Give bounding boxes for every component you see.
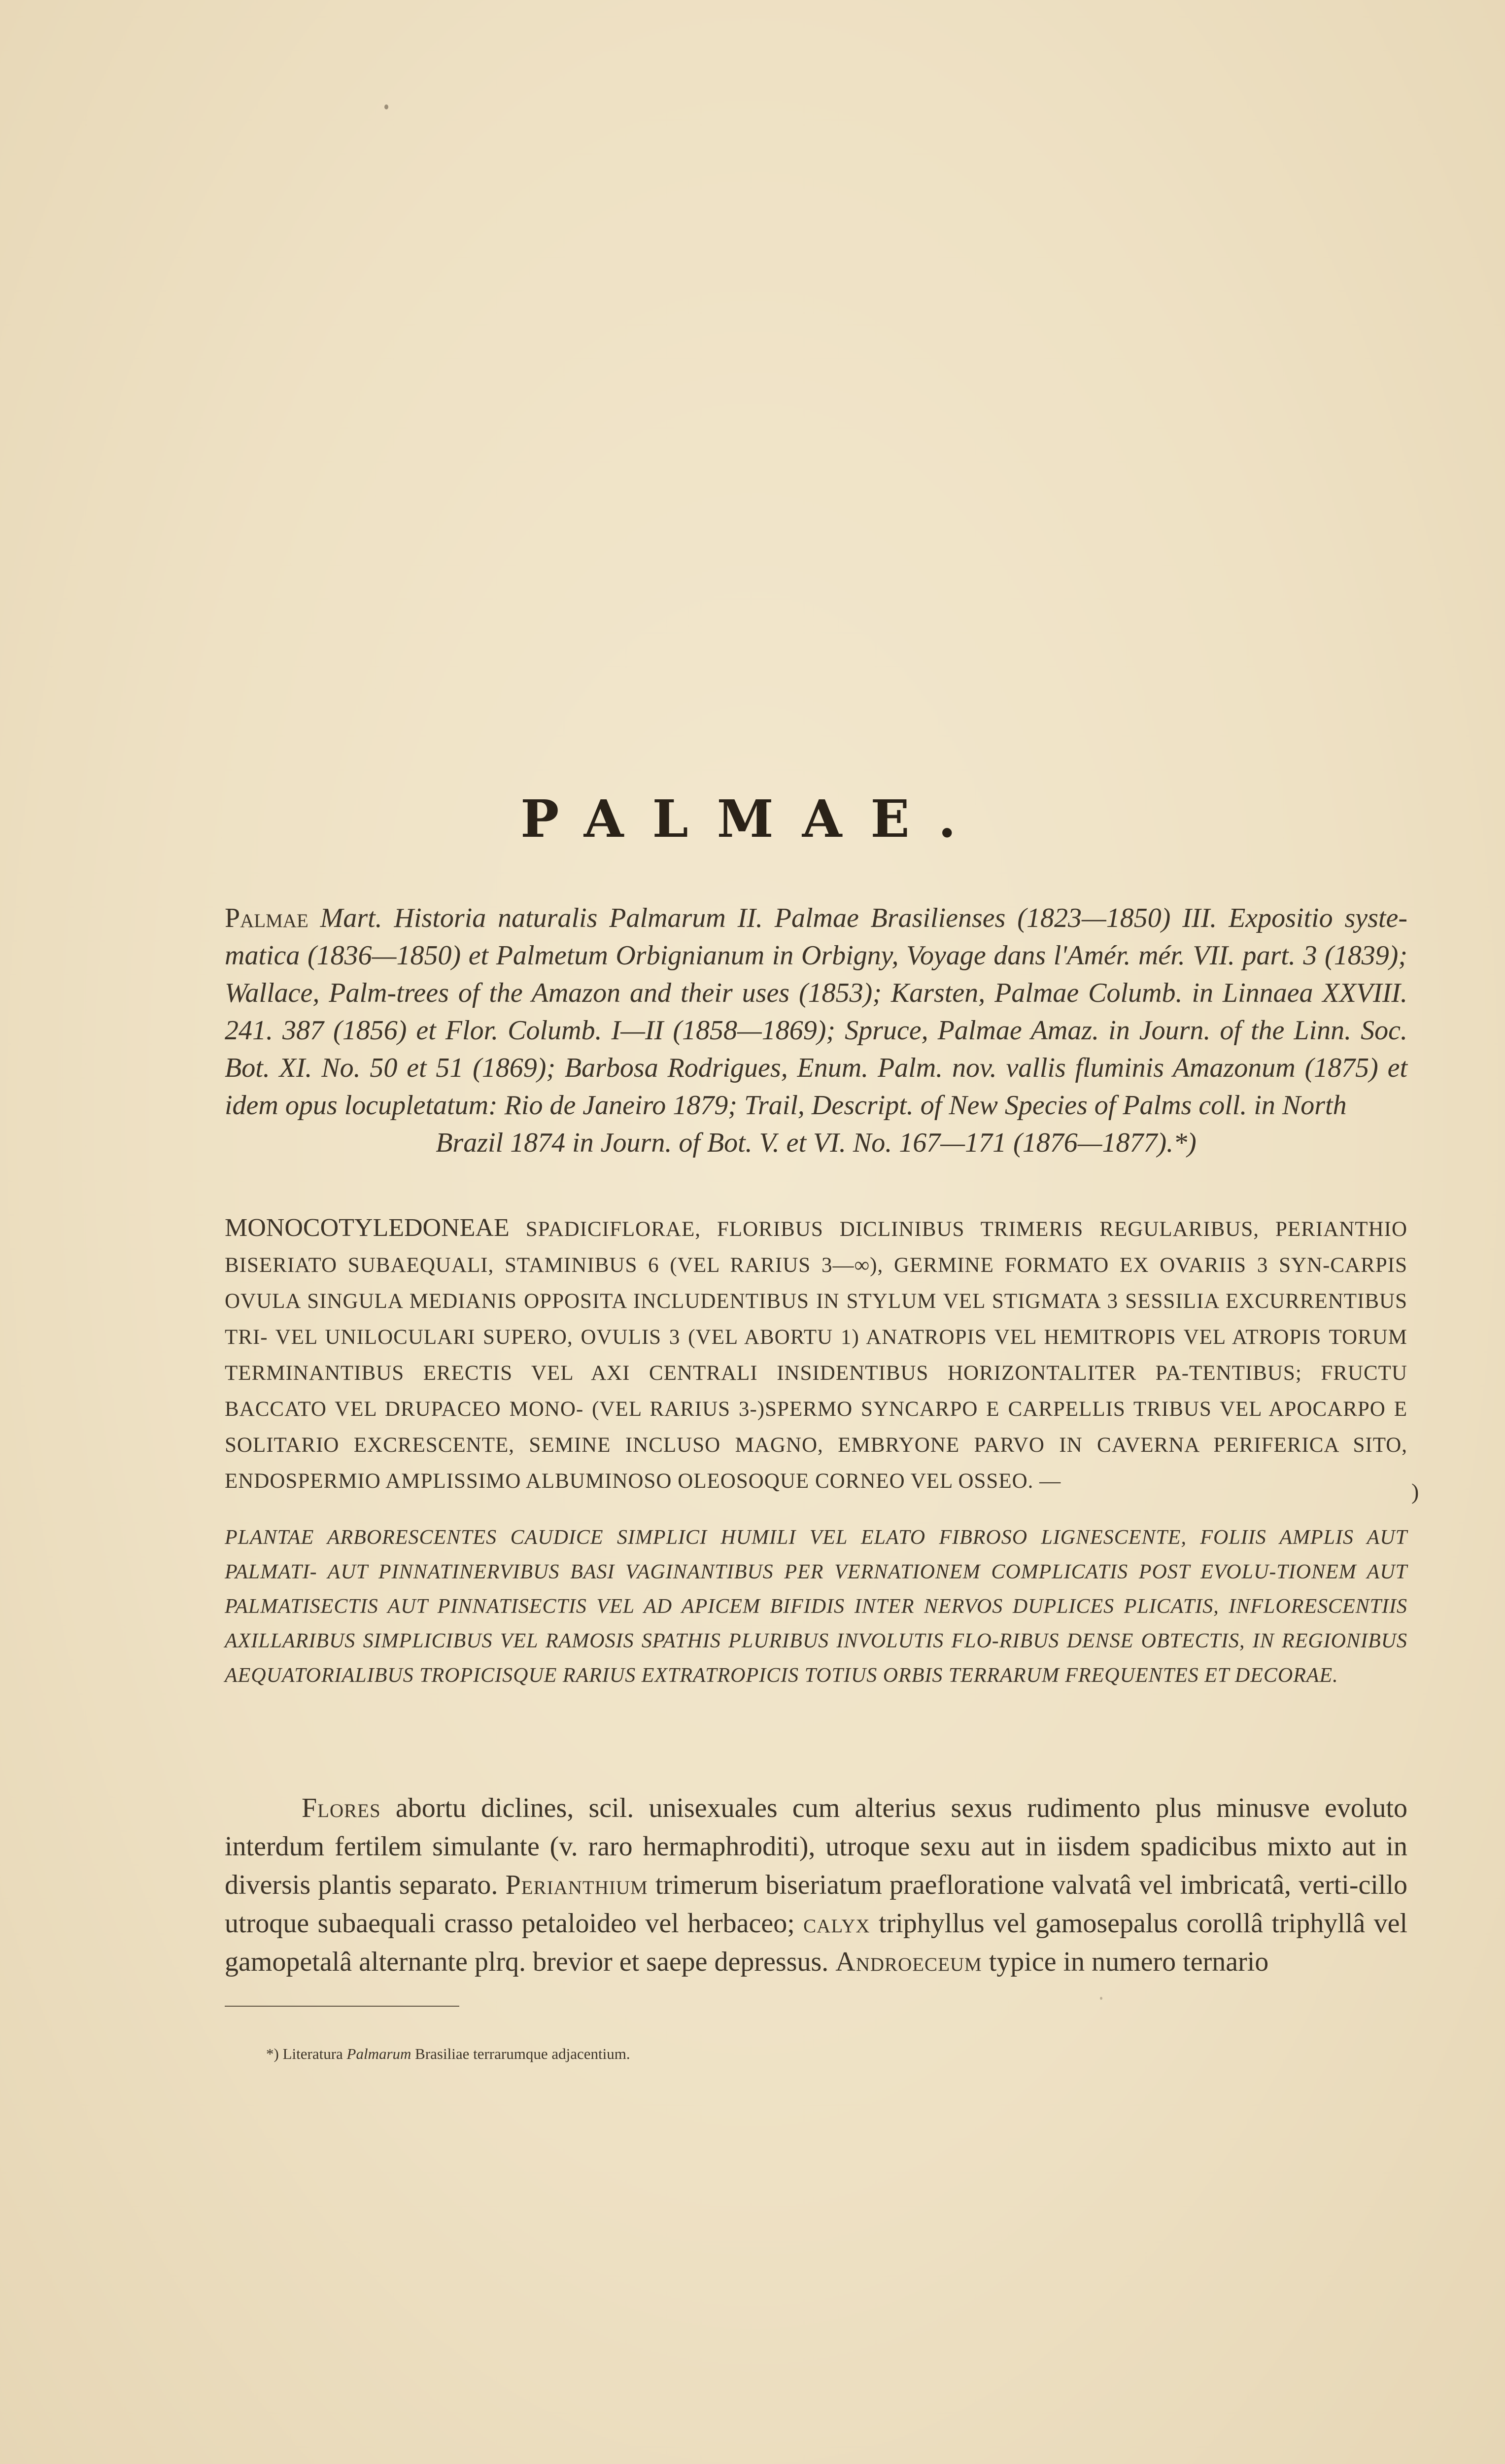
footnote-divider bbox=[225, 2006, 459, 2007]
description-first-word: MONOCOTYLEDONEAE bbox=[225, 1214, 510, 1242]
habit-block: PLANTAE ARBORESCENTES CAUDICE SIMPLICI HUMILI VEL ELATO FIBROSO LIGNESCENTE, FOLIIS AMPLIS AUT PALMATI- AUT PINNATINERVIBUS BASI VAGINANTIBUS PER VERNATIONEM COMPLICATIS POST EVOLU-TIONEM AUT PALMATISECTIS AUT PINNATISECTIS VEL AD APICEM BIFIDIS INTER NERVOS DUPLICES PLICATIS, INFLORESCENTIIS AXILLARIBUS SIMPLICIBUS VEL RAMOSIS SPATHIS PLURIBUS INVOLUTIS FLO-RIBUS DENSE OBTECTIS, IN REGIONIBUS AEQUATORIALIBUS TROPICISQUE RARIUS EXTRATROPICIS TOTIUS ORBIS TERRARUM FREQUENTES ET DECORAE. bbox=[225, 1526, 1407, 1687]
paper-speck bbox=[384, 104, 388, 109]
description-block bbox=[225, 1210, 1407, 1499]
margin-mark: ) bbox=[1411, 1479, 1419, 1504]
literature-text: Mart. Historia naturalis Palmarum II. Palmae Brasilienses (1823—1850) III. Expositio syste-matica (1836—1850) et Palmetum Orbignianum in Orbigny, Voyage dans l'Amér. mér. VII. part. 3 (1839); Wallace, Palm-trees of the Amazon and their uses (1853); Karsten, Palmae Columb. in Linnaea XXVIII. 241. 387 (1856) et Flor. Columb. I—II (1858—1869); Spruce, Palmae Amaz. in Journ. of the Linn. Soc. Bot. XI. No. 50 et 51 (1869); Barbosa Rodrigues, Enum. Palm. nov. vallis fluminis Amazonum (1875) et idem opus locupletatum: Rio de Janeiro 1879; Trail, Descript. of New Species of Palms coll. in North bbox=[225, 903, 1407, 1121]
body-text-3: triphyllus vel gamosepalus corollâ triphyllâ vel gamopetalâ alternante plrq. brevior et saepe depressus. bbox=[225, 1908, 1407, 1977]
paper-speck bbox=[1100, 1997, 1102, 2000]
footnote-marker: *) bbox=[266, 2045, 279, 2062]
description-text: SPADICIFLORAE, FLORIBUS DICLINIBUS TRIMERIS REGULARIBUS, PERIANTHIO BISERIATO SUBAEQUALI, STAMINIBUS 6 (VEL RARIUS 3—∞), GERMINE FORMATO EX OVARIIS 3 SYN-CARPIS OVULA SINGULA MEDIANIS OPPOSITA INCLUDENTIBUS IN STYLUM VEL STIGMATA 3 SESSILIA EXCURRENTIBUS TRI- VEL UNILOCULARI SUPERO, OVULIS 3 (VEL ABORTU 1) ANATROPIS VEL HEMITROPIS VEL ATROPIS TORUM TERMINANTIBUS ERECTIS VEL AXI CENTRALI INSIDENTIBUS HORIZONTALITER PA-TENTIBUS; FRUCTU BACCATO VEL DRUPACEO MONO- (VEL RARIUS 3-)SPERMO SYNCARPO E CARPELLIS TRIBUS VEL APOCARPO E SOLITARIO EXCRESCENTE, SEMINE INCLUSO MAGNO, EMBRYONE PARVO IN CAVERNA PERIFERICA SITO, ENDOSPERMIO AMPLISSIMO ALBUMINOSO OLEOSOQUE CORNEO VEL OSSEO. — bbox=[225, 1218, 1407, 1493]
footnote bbox=[266, 2045, 630, 2063]
body-paragraph bbox=[225, 1789, 1407, 1981]
literature-last-line: Brazil 1874 in Journ. of Bot. V. et VI. No. 167—171 (1876—1877).*) bbox=[436, 1128, 1197, 1158]
page-title: PALMAE. bbox=[520, 788, 985, 849]
androeceum-label: Androeceum bbox=[835, 1947, 982, 1977]
footnote-prefix: Literatura bbox=[282, 2045, 343, 2062]
literature-abbrev: Palmae bbox=[225, 903, 308, 933]
calyx-label: calyx bbox=[803, 1908, 870, 1939]
flores-label: Flores bbox=[302, 1793, 381, 1823]
footnote-italic: Palmarum bbox=[346, 2045, 411, 2062]
body-text-2: trimerum biseriatum praefloratione valvatâ vel imbricatâ, verti-cillo utroque subaequali crasso petaloideo vel herbaceo; bbox=[225, 1870, 1408, 1939]
body-text-1: abortu diclines, scil. unisexuales cum alterius sexus rudimento plus minusve evoluto interdum fertilem simulante (v. raro hermaphroditi), utroque sexu aut in iisdem spadicibus mixto aut in diversis plantis separato. bbox=[225, 1793, 1408, 1900]
literature-block bbox=[225, 899, 1407, 1162]
footnote-suffix: Brasiliae terrarumque adjacentium. bbox=[415, 2045, 630, 2062]
body-text-4: typice in numero ternario bbox=[989, 1947, 1269, 1977]
perianthium-label: Perianthium bbox=[505, 1870, 648, 1900]
